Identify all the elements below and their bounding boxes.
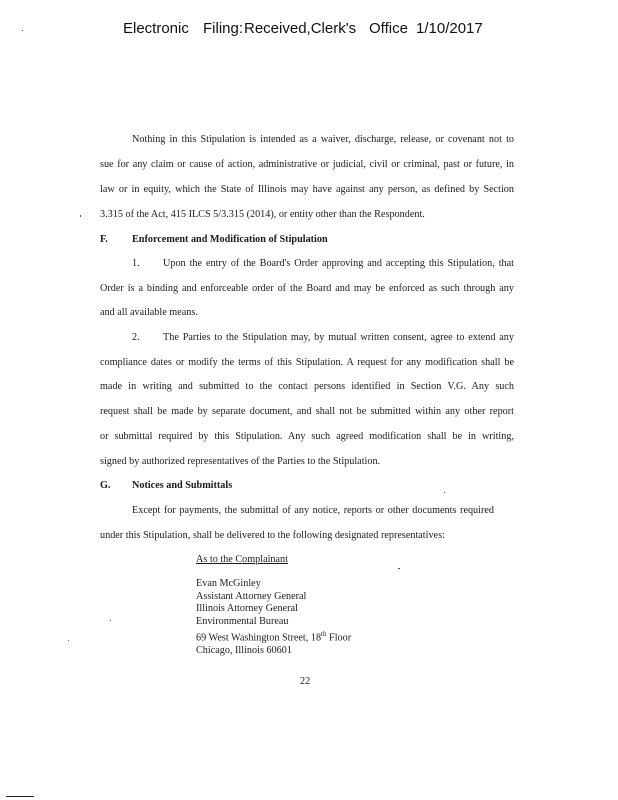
- paragraph-line: Except for payments, the submittal of any notice, reports or other documents required: [132, 505, 494, 516]
- contact-office: Illinois Attorney General: [196, 603, 298, 615]
- filing-stamp-word-4: Office: [369, 20, 408, 37]
- paragraph-line: 3.315 of the Act, 415 ILCS 5/3.315 (2014), or entity other than the Respondent.: [100, 209, 425, 220]
- paragraph-line: Upon the entry of the Board's Order approving and accepting this Stipulation, that: [163, 258, 514, 269]
- complainant-address-block: [196, 578, 351, 658]
- paragraph-line: sue for any claim or cause of action, administrative or judicial, civil or criminal, past or future, in: [100, 159, 514, 170]
- paragraph-line: law or in equity, which the State of Illinois may have against any person, as defined by Section: [100, 184, 514, 195]
- paragraph-line: Order is a binding and enforceable order of the Board and may be enforced as such through any: [100, 283, 514, 294]
- contact-title: Assistant Attorney General: [196, 590, 307, 602]
- paragraph-line: signed by authorized representatives of the Parties to the Stipulation.: [100, 456, 381, 467]
- paragraph-line: or submittal required by this Stipulation. Any such agreed modification shall be in writing,: [100, 431, 514, 442]
- paragraph-line: The Parties to the Stipulation may, by mutual written consent, agree to extend any: [163, 332, 514, 343]
- paragraph-line: compliance dates or modify the terms of this Stipulation. A request for any modification shall be: [100, 357, 514, 368]
- section-letter: F.: [100, 234, 108, 245]
- street-floor: Floor: [326, 632, 352, 644]
- scan-speck: [110, 620, 111, 621]
- section-title: Notices and Submittals: [132, 480, 233, 491]
- scan-edge-mark: [6, 796, 34, 797]
- scan-speck: [68, 640, 69, 641]
- paragraph-line: and all available means.: [100, 307, 198, 318]
- page-number: 22: [300, 676, 311, 687]
- contact-street: [196, 628, 351, 645]
- filing-stamp-word-3: Received,Clerk's: [244, 20, 357, 37]
- scan-speck: [80, 215, 81, 217]
- street-address: 69 West Washington Street, 18: [196, 632, 322, 644]
- paragraph-number: 2.: [132, 332, 140, 343]
- contact-city: Chicago, Illinois 60601: [196, 645, 292, 657]
- contact-bureau: Environmental Bureau: [196, 615, 289, 627]
- section-letter: G.: [100, 480, 111, 491]
- ordinal-suffix: th: [321, 630, 327, 639]
- paragraph-number: 1.: [132, 258, 140, 269]
- scan-speck: [444, 492, 445, 493]
- complainant-heading: As to the Complainant: [196, 554, 288, 565]
- filing-stamp-date: 1/10/2017: [416, 20, 483, 37]
- paragraph-line: under this Stipulation, shall be delivered to the following designated representatives:: [100, 530, 445, 541]
- contact-name: Evan McGinley: [196, 578, 261, 589]
- paragraph-line: Nothing in this Stipulation is intended as a waiver, discharge, release, or covenant not to: [132, 134, 514, 145]
- scan-speck: [398, 568, 400, 569]
- scan-speck: [22, 30, 23, 31]
- paragraph-line: request shall be made by separate document, and shall not be submitted within any other report: [100, 406, 514, 417]
- filing-stamp-word-1: Electronic: [123, 20, 189, 37]
- filing-stamp-word-2: Filing:: [203, 20, 244, 37]
- section-title: Enforcement and Modification of Stipulation: [132, 234, 328, 245]
- paragraph-line: made in writing and submitted to the contact persons identified in Section V.G. Any such: [100, 381, 514, 392]
